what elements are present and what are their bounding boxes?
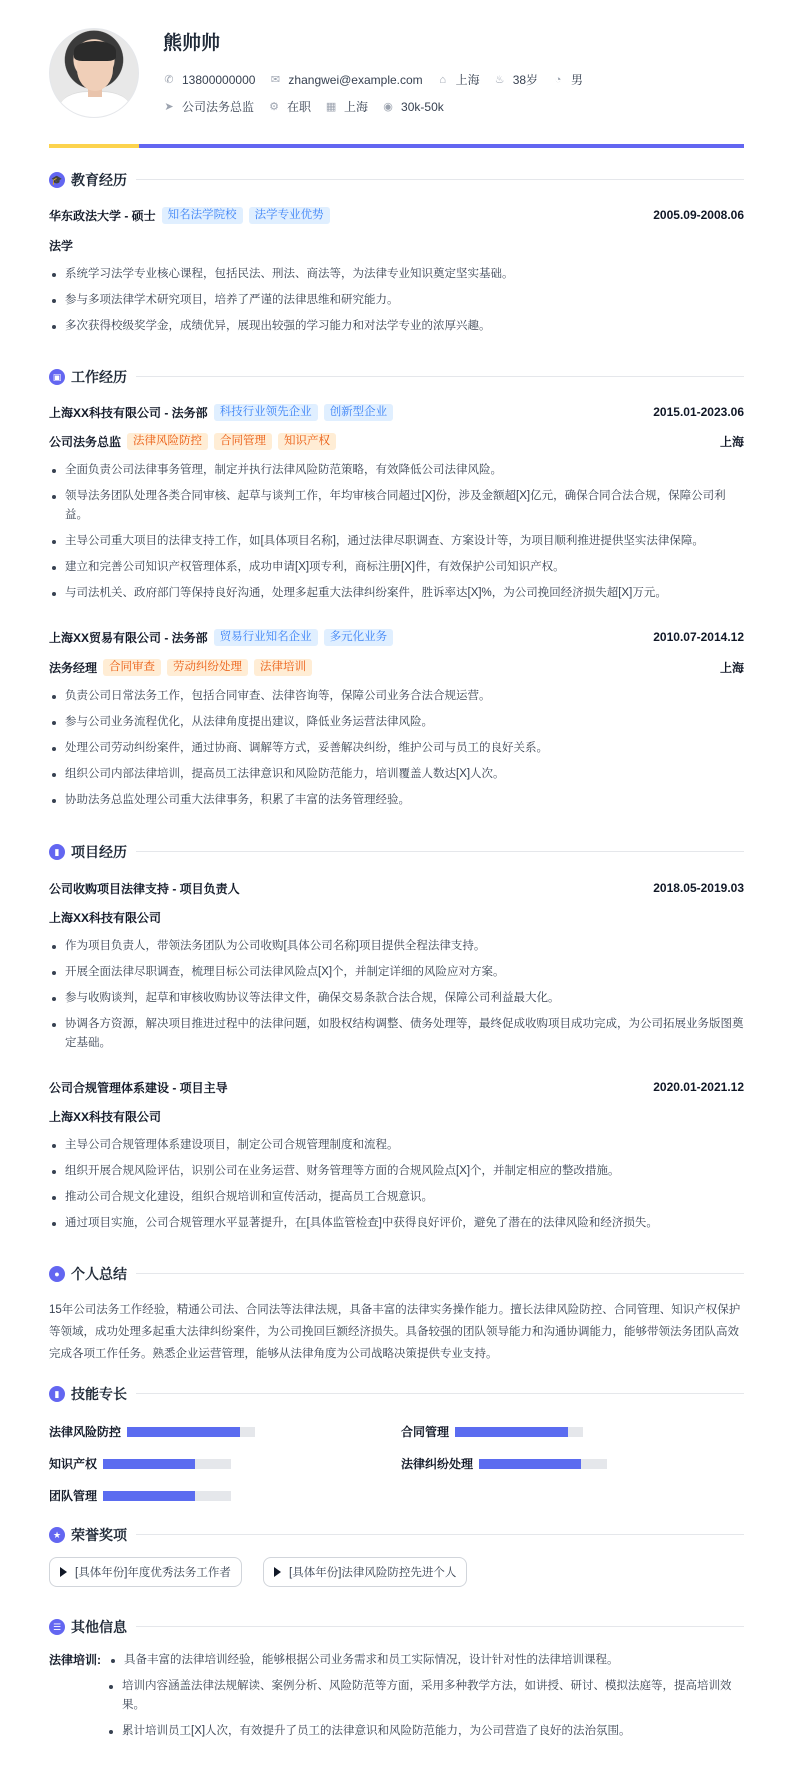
list-item: 组织公司内部法律培训，提高员工法律意识和风险防范能力，培训覆盖人数达[X]人次。 (49, 765, 744, 784)
summary-text: 15年公司法务工作经验，精通公司法、合同法等法律法规，具备丰富的法律实务操作能力。擅长法律风险防控、合同管理、知识产权保护等领域，成功处理多起重大法律纠纷案件，为公司挽回巨额经济损失。具备较强的团队领导能力和沟通协调能力，能够带领法务团队高效完成各项工作任务。熟悉企业运营管理，能够从法律角度为公司战略决策提供专业支持。 (49, 1304, 741, 1360)
chart-icon: ▮ (49, 1386, 65, 1402)
award-text: [具体年份]法律风险防控先进个人 (289, 1567, 457, 1579)
award-chip (263, 1557, 467, 1587)
chart-icon: ▮ (49, 844, 65, 860)
section-divider (136, 376, 744, 377)
company-tag: 科技行业领先企业 (214, 404, 318, 421)
profile-header (49, 28, 744, 120)
section-divider (136, 1393, 744, 1394)
other-list (106, 1651, 744, 1748)
gear-icon: ⚙ (269, 100, 279, 113)
header-divider (49, 144, 744, 148)
project-bullets (49, 1136, 744, 1240)
project-company-row (49, 908, 744, 926)
gender-text: 男 (571, 73, 584, 87)
salary-text: 30k-50k (401, 99, 444, 114)
company-name: 上海XX科技有限公司 - 法务部 (49, 405, 208, 420)
work-date: 2010.07-2014.12 (653, 630, 744, 644)
graduation-cap-icon: 🎓 (49, 172, 65, 188)
work-bullets (49, 687, 744, 817)
skill-bar-fill (455, 1427, 568, 1437)
project-bullets (49, 937, 744, 1060)
skill-bar (103, 1459, 231, 1469)
education-row (49, 206, 744, 224)
project-company: 上海XX科技有限公司 (49, 910, 162, 925)
skill-name: 团队管理 (49, 1489, 98, 1503)
project-date: 2018.05-2019.03 (653, 881, 744, 895)
salary-icon: ◉ (383, 100, 393, 113)
project-row (49, 1078, 744, 1096)
list-item: 处理公司劳动纠纷案件，通过协商、调解等方式，妥善解决纠纷，维护公司与员工的良好关系。 (49, 739, 744, 758)
award-text: [具体年份]年度优秀法务工作者 (75, 1567, 231, 1579)
skill-item (401, 1455, 607, 1472)
phone-text: 13800000000 (182, 72, 256, 87)
list-item: 系统学习法学专业核心课程，包括民法、刑法、商法等，为法律专业知识奠定坚实基础。 (49, 265, 744, 284)
list-item: 多次获得校级奖学金，成绩优异，展现出较强的学习能力和对法学专业的浓厚兴趣。 (49, 317, 744, 336)
list-item: 协调各方资源，解决项目推进过程中的法律问题，如股权结构调整、债务处理等，最终促成收购项目成功完成，为公司拓展业务版图奠定基础。 (49, 1015, 744, 1053)
skill-bar-fill (103, 1459, 195, 1469)
work-role-row (49, 432, 744, 450)
other-label: 法律培训: (49, 1653, 101, 1667)
company-name: 上海XX贸易有限公司 - 法务部 (49, 630, 208, 645)
role-name: 法务经理 (49, 660, 98, 675)
company-tag: 多元化业务 (324, 629, 394, 646)
phone-icon: ✆ (164, 73, 174, 86)
target-city-text: 上海 (344, 100, 369, 114)
education-bullets (49, 265, 744, 343)
job-intent-row (163, 98, 458, 115)
project-title: 公司收购项目法律支持 - 项目负责人 (49, 881, 240, 896)
role-tag: 劳动纠纷处理 (167, 659, 248, 676)
cake-icon: ♨ (494, 73, 505, 86)
list-item: 培训内容涵盖法律法规解读、案例分析、风险防范等方面，采用多种教学方法，如讲授、研讨、模拟法庭等，提高培训效果。 (104, 1677, 744, 1715)
skill-bar (479, 1459, 607, 1469)
work-city: 上海 (719, 660, 744, 675)
work-company-row (49, 628, 744, 646)
skill-bar-fill (127, 1427, 240, 1437)
role-tag: 合同审查 (103, 659, 161, 676)
school-name: 华东政法大学 - 硕士 (49, 208, 156, 223)
section-divider (136, 1273, 744, 1274)
status-text: 在职 (287, 100, 312, 114)
education-date: 2005.09-2008.06 (653, 208, 744, 222)
section-divider (136, 851, 744, 852)
work-date: 2015.01-2023.06 (653, 405, 744, 419)
list-item: 与司法机关、政府部门等保持良好沟通，处理多起重大法律纠纷案件，胜诉率达[X]%，为公司挽回经济损失超[X]万元。 (49, 584, 744, 603)
section-projects-title: ▮ 项目经历 (49, 842, 127, 862)
trophy-icon: ★ (49, 1527, 65, 1543)
list-item: 主导公司合规管理体系建设项目，制定公司合规管理制度和流程。 (49, 1136, 744, 1155)
send-icon: ➤ (164, 100, 174, 113)
section-divider (136, 179, 744, 180)
skill-item (49, 1455, 231, 1472)
role-tag: 知识产权 (278, 433, 336, 450)
play-icon (60, 1567, 67, 1577)
company-tag: 贸易行业知名企业 (214, 629, 318, 646)
role-tag: 法律风险防控 (127, 433, 208, 450)
skill-name: 法律纠纷处理 (401, 1457, 474, 1471)
list-item: 通过项目实施，公司合规管理水平显著提升，在[具体监管检查]中获得良好评价，避免了潜在的法律风险和经济损失。 (49, 1214, 744, 1233)
project-company-row (49, 1107, 744, 1125)
skill-name: 法律风险防控 (49, 1425, 122, 1439)
play-icon (274, 1567, 281, 1577)
age-text: 38岁 (512, 73, 539, 87)
list-item: 参与收购谈判，起草和审核收购协议等法律文件，确保交易条款合法合规，保障公司利益最大化。 (49, 989, 744, 1008)
section-summary-title: ● 个人总结 (49, 1264, 127, 1284)
list-item: 开展全面法律尽职调查，梳理目标公司法律风险点[X]个，并制定详细的风险应对方案。 (49, 963, 744, 982)
skill-name: 知识产权 (49, 1457, 98, 1471)
section-skills-title: ▮ 技能专长 (49, 1384, 127, 1404)
work-city: 上海 (719, 434, 744, 449)
home-icon: ⌂ (439, 73, 446, 86)
project-title: 公司合规管理体系建设 - 项目主导 (49, 1080, 228, 1095)
list-item: 负责公司日常法务工作，包括合同审查、法律咨询等，保障公司业务合法合规运营。 (49, 687, 744, 706)
user-icon: ● (49, 1266, 65, 1282)
work-role-row (49, 658, 744, 676)
section-other-title: ☰ 其他信息 (49, 1617, 127, 1637)
list-item: 组织开展合规风险评估，识别公司在业务运营、财务管理等方面的合规风险点[X]个，并制定相应的整改措施。 (49, 1162, 744, 1181)
company-tag: 创新型企业 (324, 404, 394, 421)
list-item: 领导法务团队处理各类合同审核、起草与谈判工作，年均审核合同超过[X]份，涉及金额超[X]亿元，确保合同合法合规，保障公司利益。 (49, 487, 744, 525)
skill-bar-fill (479, 1459, 581, 1469)
list-item: 全面负责公司法律事务管理，制定并执行法律风险防范策略，有效降低公司法律风险。 (49, 461, 744, 480)
role-tag: 合同管理 (214, 433, 272, 450)
info-icon: ☰ (49, 1619, 65, 1635)
project-row (49, 879, 744, 897)
skill-item (49, 1487, 231, 1504)
major-row (49, 236, 744, 254)
school-tag: 法学专业优势 (249, 207, 330, 224)
briefcase-icon: ▣ (49, 369, 65, 385)
skill-item (49, 1423, 255, 1440)
role-tag: 法律培训 (254, 659, 312, 676)
work-company-row (49, 403, 744, 421)
list-item: 建立和完善公司知识产权管理体系，成功申请[X]项专利，商标注册[X]件，有效保护公司知识产权。 (49, 558, 744, 577)
section-divider (136, 1626, 744, 1627)
list-item: 参与公司业务流程优化，从法律角度提出建议，降低业务运营法律风险。 (49, 713, 744, 732)
contact-row (163, 71, 597, 88)
avatar (49, 28, 139, 118)
building-icon: ▦ (325, 100, 337, 113)
award-chip (49, 1557, 242, 1587)
role-name: 公司法务总监 (49, 434, 122, 449)
skill-bar (127, 1427, 255, 1437)
major: 法学 (49, 238, 74, 253)
position-text: 公司法务总监 (182, 100, 255, 114)
list-item: 推动公司合规文化建设，组织合规培训和宣传活动，提高员工合规意识。 (49, 1188, 744, 1207)
list-item: 主导公司重大项目的法律支持工作，如[具体项目名称]，通过法律尽职调查、方案设计等，为项目顺利推进提供坚实法律保障。 (49, 532, 744, 551)
section-education-title: 🎓 教育经历 (49, 170, 127, 190)
list-item: 具备丰富的法律培训经验，能够根据公司业务需求和员工实际情况，设计针对性的法律培训课程。 (106, 1651, 744, 1670)
profile-name: 熊帅帅 (163, 33, 221, 54)
list-item: 累计培训员工[X]人次，有效提升了员工的法律意识和风险防范能力，为公司营造了良好的法治氛围。 (104, 1722, 744, 1741)
work-bullets (49, 461, 744, 610)
list-item: 协助法务总监处理公司重大法律事务，积累了丰富的法务管理经验。 (49, 791, 744, 810)
email-icon: ✉ (270, 73, 281, 86)
email-text: zhangwei@example.com (288, 72, 423, 87)
skill-name: 合同管理 (401, 1425, 450, 1439)
list-item: 参与多项法律学术研究项目，培养了严谨的法律思维和研究能力。 (49, 291, 744, 310)
section-divider (136, 1534, 744, 1535)
skill-item (401, 1423, 583, 1440)
project-company: 上海XX科技有限公司 (49, 1109, 162, 1124)
skill-bar (455, 1427, 583, 1437)
location-text: 上海 (455, 73, 480, 87)
section-work-title: ▣ 工作经历 (49, 367, 127, 387)
section-awards-title: ★ 荣誉奖项 (49, 1525, 127, 1545)
skill-bar-fill (103, 1491, 195, 1501)
list-item: 作为项目负责人，带领法务团队为公司收购[具体公司名称]项目提供全程法律支持。 (49, 937, 744, 956)
project-date: 2020.01-2021.12 (653, 1080, 744, 1094)
school-tag: 知名法学院校 (162, 207, 243, 224)
skill-bar (103, 1491, 231, 1501)
gender-icon: ◔ (554, 73, 562, 86)
